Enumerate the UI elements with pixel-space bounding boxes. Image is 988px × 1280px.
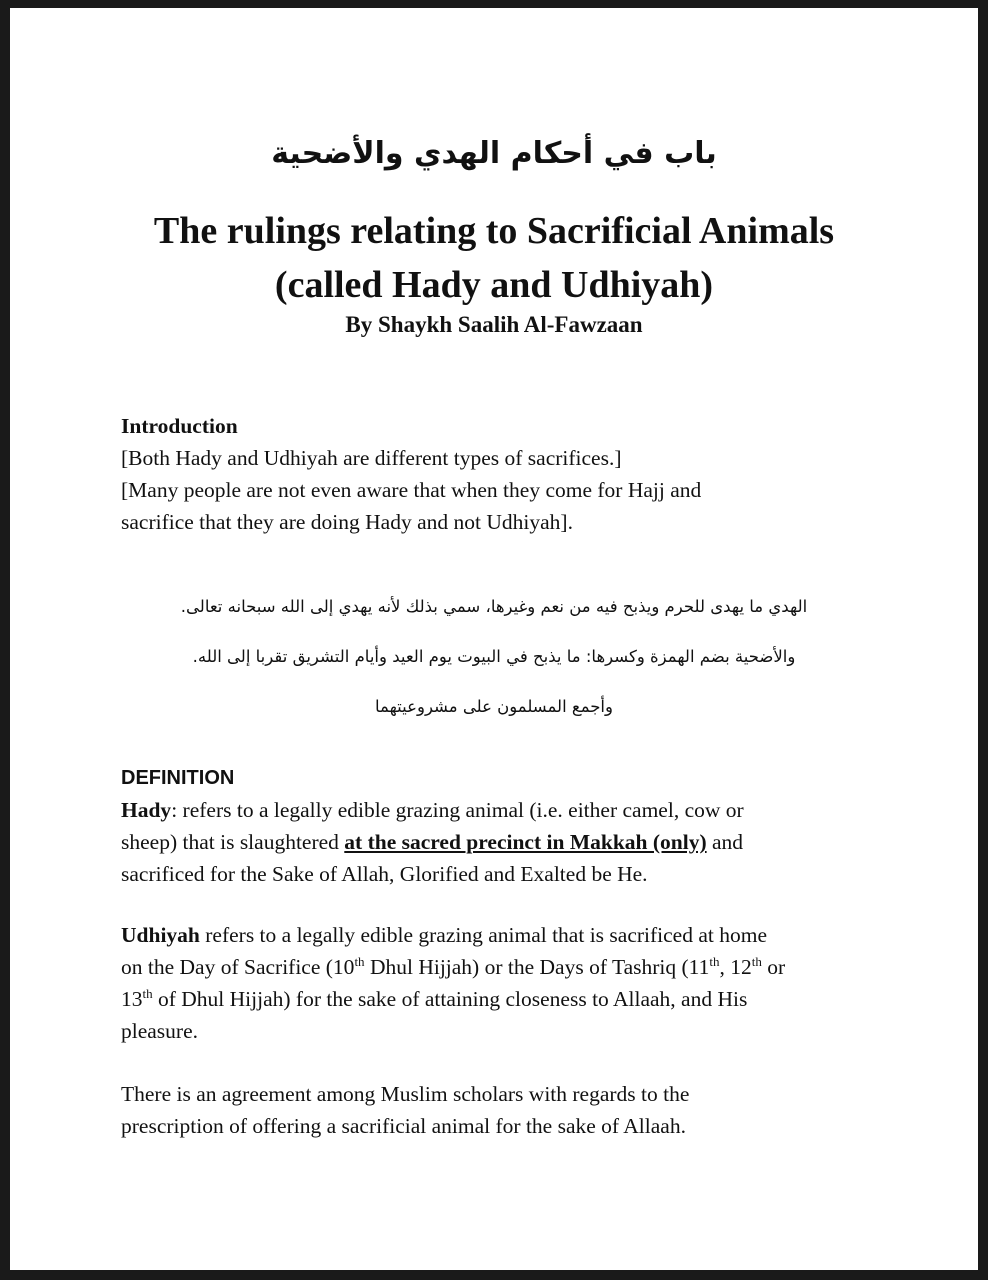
makkah-emphasis: at the sacred precinct in Makkah (only) [344, 830, 707, 854]
document-page [10, 8, 978, 1270]
udhiyah-line-3: 13th of Dhul Hijjah) for the sake of attaining closeness to Allaah, and His [121, 985, 748, 1011]
intro-line-3: sacrifice that they are doing Hady and not Udhiyah]. [121, 510, 573, 534]
arabic-line-3: وأجمع المسلمون على مشروعيتهما [375, 697, 613, 716]
arabic-passage [70, 582, 918, 732]
intro-line-1: [Both Hady and Udhiyah are different types of sacrifices.] [121, 446, 622, 470]
arabic-chapter-title: باب في أحكام الهدي والأضحية [271, 136, 717, 171]
agreement-line-2: prescription of offering a sacrificial animal for the sake of Allaah. [121, 1114, 686, 1138]
arabic-line-2: والأضحية بضم الهمزة وكسرها: ما يذبح في البيوت يوم العيد وأيام التشريق تقربا إلى الله. [192, 647, 796, 666]
hady-line-3: sacrificed for the Sake of Allah, Glorified and Exalted be He. [121, 862, 648, 886]
document-title [10, 204, 978, 312]
udhiyah-line-1: Udhiyah refers to a legally edible grazing animal that is sacrificed at home [121, 923, 768, 947]
title-line-2: (called Hady and Udhiyah) [274, 264, 714, 306]
udhiyah-paragraph [121, 919, 881, 1047]
udhiyah-term: Udhiyah [121, 923, 200, 947]
definition-heading: DEFINITION [121, 767, 235, 789]
agreement-paragraph [121, 1078, 881, 1142]
hady-line-1: Hady: refers to a legally edible grazing animal (i.e. either camel, cow or [121, 798, 744, 822]
hady-line-2: sheep) that is slaughtered at the sacred precinct in Makkah (only) and [121, 830, 744, 854]
udhiyah-line-4: pleasure. [121, 1019, 199, 1043]
intro-line-2: [Many people are not even aware that when they come for Hajj and [121, 478, 702, 502]
udhiyah-line-2: on the Day of Sacrifice (10th Dhul Hijjah) or the Days of Tashriq (11th, 12th or [121, 953, 786, 979]
agreement-line-1: There is an agreement among Muslim scholars with regards to the [121, 1082, 690, 1106]
arabic-line-1: الهدي ما يهدى للحرم ويذبح فيه من نعم وغيرها، سمي بذلك لأنه يهدي إلى الله سبحانه تعالى. [180, 597, 808, 616]
definition-section [121, 762, 881, 890]
title-line-1: The rulings relating to Sacrificial Animals [153, 210, 835, 252]
author-byline: By Shaykh Saalih Al-Fawzaan [345, 312, 643, 337]
introduction-heading: Introduction [121, 414, 238, 438]
hady-term: Hady [121, 798, 172, 822]
hady-paragraph [121, 794, 881, 890]
introduction-section [121, 410, 881, 538]
